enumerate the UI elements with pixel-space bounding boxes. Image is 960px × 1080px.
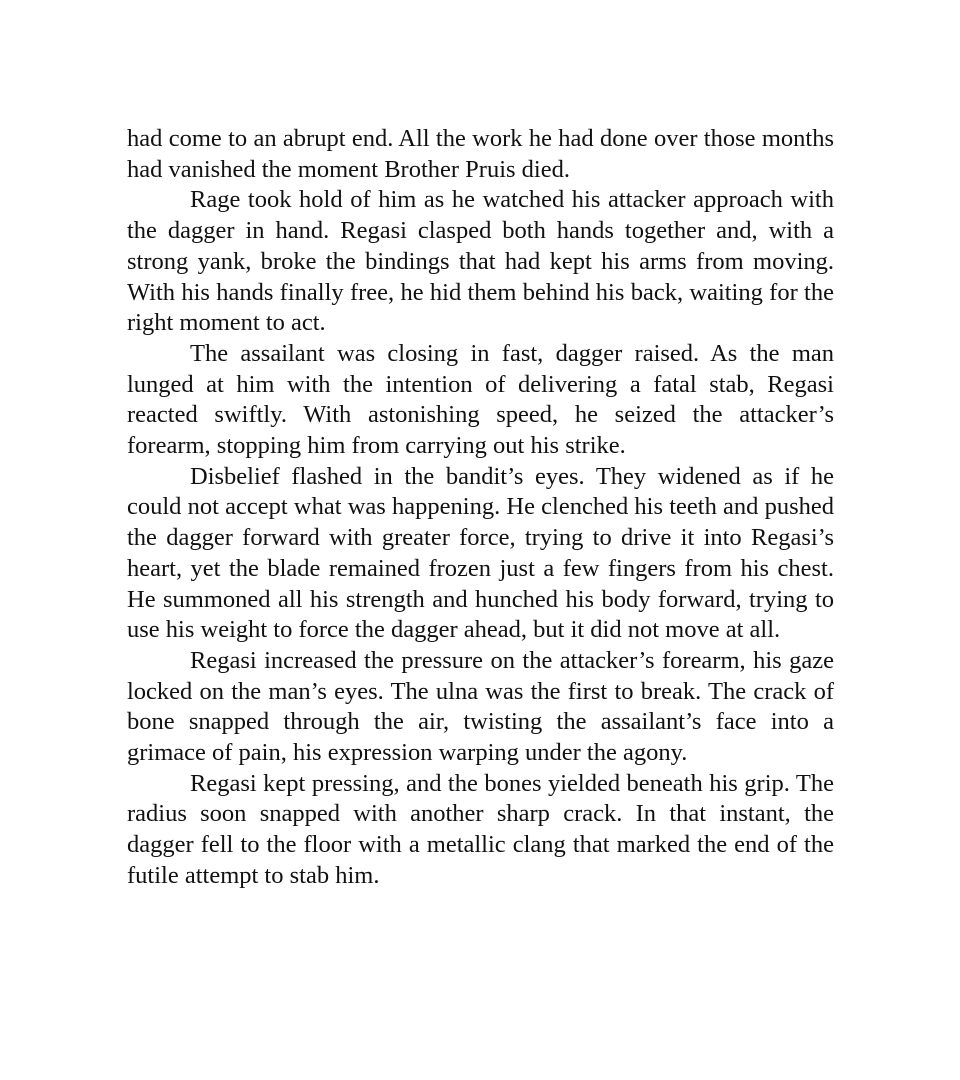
- paragraph-continuation: had come to an abrupt end. All the work he had done over those months had vanished the moment Brother Pruis died.: [127, 125, 834, 183]
- document-page: [127, 124, 834, 892]
- paragraph: Regasi kept pressing, and the bones yielded beneath his grip. The radius soon snapped with another sharp crack. In that instant, the dagger fell to the floor with a metallic clang that marked the end of the futile attempt to stab him.: [127, 769, 834, 889]
- paragraph: Regasi increased the pressure on the attacker’s forearm, his gaze locked on the man’s eyes. The ulna was the first to break. The crack of bone snapped through the air, twisting the assailant’s face into a grimace of pain, his expression warping under the agony.: [127, 646, 834, 767]
- paragraph: The assailant was closing in fast, dagger raised. As the man lunged at him with the intention of delivering a fatal stab, Regasi reacted swiftly. With astonishing speed, he seized the attacker’s forearm, stopping him from carrying out his strike.: [127, 339, 834, 460]
- paragraph: Disbelief flashed in the bandit’s eyes. They widened as if he could not accept what was happening. He clenched his teeth and pushed the dagger forward with greater force, trying to drive it into Regasi’s heart, yet the blade remained frozen just a few fingers from his chest. He summoned all his strength and hunched his body forward, trying to use his weight to force the dagger ahead, but it did not move at all.: [127, 462, 834, 644]
- paragraph: Rage took hold of him as he watched his attacker approach with the dagger in hand. Regasi clasped both hands together and, with a strong yank, broke the bindings that had kept his arms from moving. With his hands finally free, he hid them behind his back, waiting for the right moment to act.: [127, 186, 834, 337]
